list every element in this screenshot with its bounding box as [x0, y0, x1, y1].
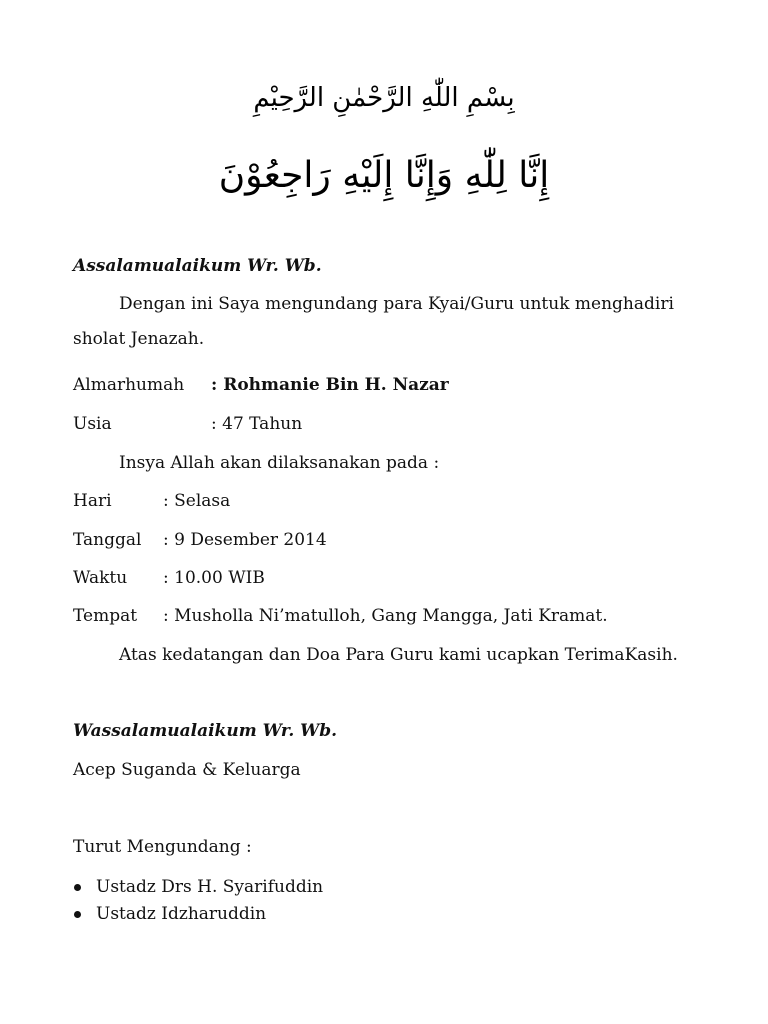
schedule-date-label: Tanggal [73, 530, 142, 550]
intro-text-line-2: sholat Jenazah. [73, 329, 205, 349]
basmala-calligraphy: بِسْمِ اللّٰهِ الرَّحْمٰنِ الرَّحِيْمِ [253, 83, 515, 113]
co-inviters-label: Turut Mengundang : [73, 837, 252, 857]
deceased-name-value: : Rohmanie Bin H. Nazar [211, 375, 449, 395]
schedule-date-value: : 9 Desember 2014 [163, 530, 327, 550]
co-inviters-list [73, 874, 323, 928]
schedule-place-value: : Musholla Ni’matulloh, Gang Mangga, Jati Kramat. [163, 606, 608, 626]
deceased-name-label: Almarhumah [73, 375, 185, 395]
schedule-day-label: Hari [73, 491, 112, 511]
schedule-time-label: Waktu [73, 568, 128, 588]
sender-name: Acep Suganda & Keluarga [73, 760, 301, 780]
bullet-icon [74, 884, 81, 891]
opening-greeting: Assalamualaikum Wr. Wb. [73, 256, 322, 276]
closing-greeting: Wassalamualaikum Wr. Wb. [73, 721, 338, 741]
deceased-age-label: Usia [73, 414, 112, 434]
co-inviter-name: Ustadz Drs H. Syarifuddin [96, 877, 324, 897]
co-inviter-name: Ustadz Idzharuddin [96, 904, 267, 924]
intro-text-line-1: Dengan ini Saya mengundang para Kyai/Guru untuk menghadiri [119, 294, 674, 314]
schedule-time-value: : 10.00 WIB [163, 568, 265, 588]
thanks-text: Atas kedatangan dan Doa Para Guru kami ucapkan TerimaKasih. [119, 645, 678, 665]
deceased-age-value: : 47 Tahun [211, 414, 303, 434]
schedule-place-label: Tempat [73, 606, 138, 626]
schedule-day-value: : Selasa [163, 491, 231, 511]
list-item [73, 874, 323, 901]
bullet-icon [74, 911, 81, 918]
istirja-calligraphy: إِنَّا لِلّٰهِ وَإِنَّا إِلَيْهِ رَاجِعُوْنَ [218, 155, 550, 196]
schedule-intro: Insya Allah akan dilaksanakan pada : [119, 453, 440, 473]
list-item [73, 901, 323, 928]
